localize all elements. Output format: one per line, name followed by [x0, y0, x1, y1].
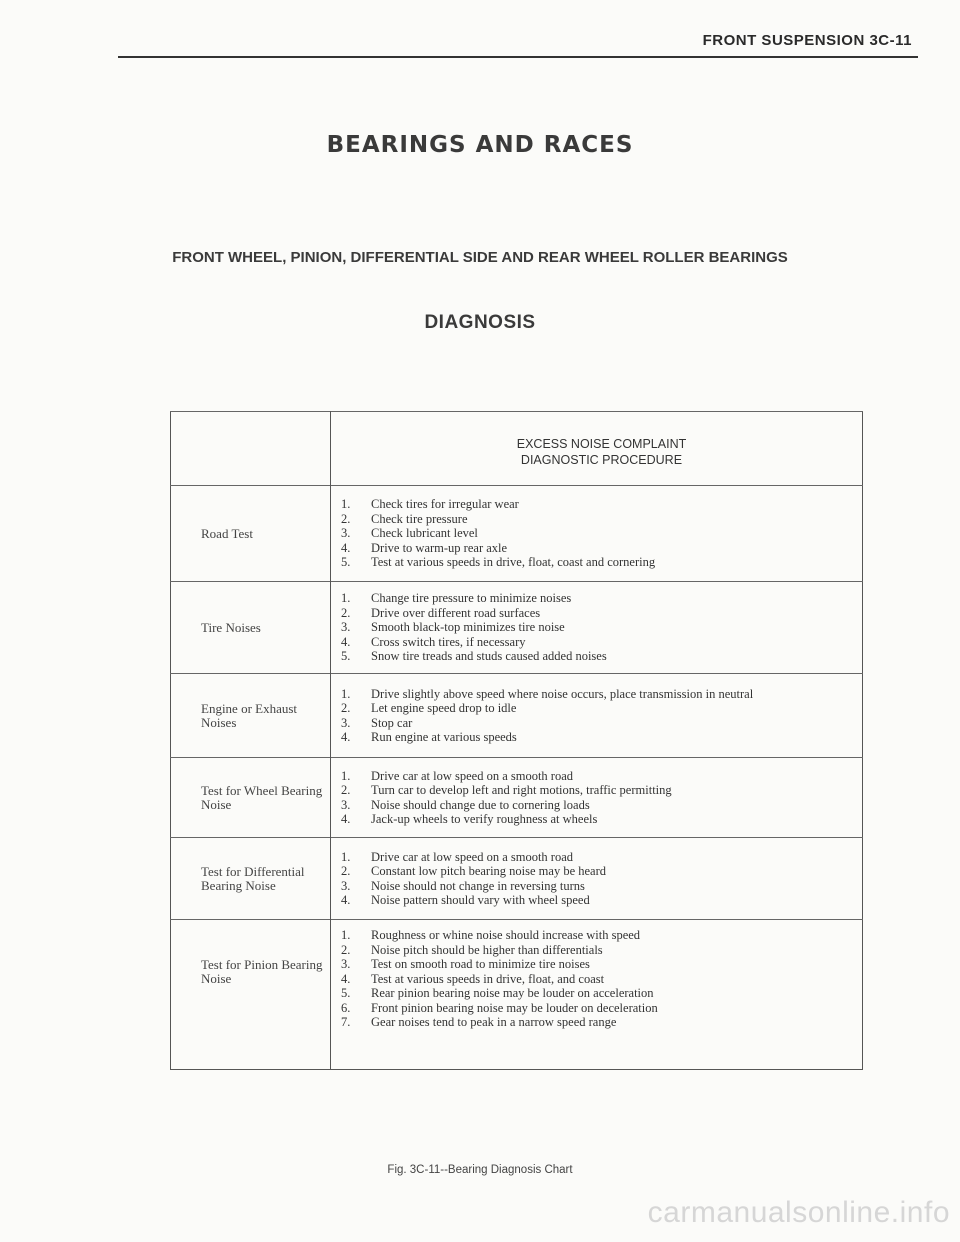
page-title: BEARINGS AND RACES — [326, 132, 634, 158]
table-row — [171, 674, 863, 758]
step-text: Noise pattern should vary with wheel speed — [371, 893, 590, 907]
step-number: 2. — [341, 783, 351, 797]
step-text: Roughness or whine noise should increase with speed — [371, 928, 641, 942]
step-text: Drive car at low speed on a smooth road — [371, 849, 574, 864]
step-number: 5. — [341, 986, 351, 1000]
step-number: 3. — [341, 620, 351, 635]
step-text: Stop car — [371, 715, 413, 730]
step-list — [341, 497, 862, 570]
row-steps — [331, 674, 863, 758]
row-condition: Test for Pinion Bearing Noise — [171, 920, 331, 1070]
step-number: 4. — [341, 540, 351, 555]
diagnosis-table — [170, 411, 863, 1070]
table-header-line1: EXCESS NOISE COMPLAINT — [516, 436, 687, 451]
row-steps — [331, 758, 863, 838]
step-number: 1. — [341, 849, 351, 864]
step-item — [341, 541, 862, 556]
step-number: 4. — [341, 971, 351, 986]
step-text: Smooth black-top minimizes tire noise — [371, 620, 565, 635]
step-text: Rear pinion bearing noise may be louder on acceleration — [371, 986, 654, 1000]
step-item — [341, 864, 862, 879]
step-text: Drive slightly above speed where noise occurs, place transmission in neutral — [371, 686, 754, 701]
row-steps — [331, 486, 863, 582]
step-number: 2. — [341, 864, 351, 878]
step-text: Gear noises tend to peak in a narrow speed range — [371, 1015, 617, 1029]
step-list — [341, 769, 862, 827]
row-steps — [331, 920, 863, 1070]
row-condition: Engine or Exhaust Noises — [171, 674, 331, 758]
step-text: Run engine at various speeds — [371, 730, 517, 744]
step-item — [341, 798, 862, 813]
step-number: 3. — [341, 878, 351, 893]
step-item — [341, 526, 862, 541]
step-item — [341, 769, 862, 784]
table-row — [171, 920, 863, 1070]
step-text: Change tire pressure to minimize noises — [371, 591, 572, 606]
step-number: 2. — [341, 701, 351, 715]
figure-caption: Fig. 3C-11--Bearing Diagnosis Chart — [387, 1164, 573, 1176]
step-number: 4. — [341, 893, 351, 907]
step-item — [341, 812, 862, 827]
step-number: 2. — [341, 605, 351, 620]
step-number: 2. — [341, 511, 351, 526]
step-item — [341, 943, 862, 958]
step-item — [341, 687, 862, 702]
page-subtitle: FRONT WHEEL, PINION, DIFFERENTIAL SIDE AND REAR WHEEL ROLLER BEARINGS — [172, 249, 788, 266]
step-number: 1. — [341, 768, 351, 783]
step-text: Drive car at low speed on a smooth road — [371, 768, 574, 783]
step-text: Test on smooth road to minimize tire noises — [371, 957, 590, 971]
step-number: 3. — [341, 526, 351, 541]
header-title: FRONT SUSPENSION 3C-11 — [702, 32, 912, 49]
step-number: 1. — [341, 591, 351, 606]
step-item — [341, 986, 862, 1001]
table-row — [171, 838, 863, 920]
step-text: Test at various speeds in drive, float, and coast — [371, 971, 605, 986]
step-text: Turn car to develop left and right motions, traffic permitting — [371, 783, 672, 797]
step-text: Noise should not change in reversing turns — [371, 878, 585, 893]
step-number: 3. — [341, 957, 351, 971]
step-number: 3. — [341, 715, 351, 730]
step-number: 5. — [341, 555, 351, 570]
step-item — [341, 497, 862, 512]
step-item — [341, 512, 862, 527]
row-condition: Test for Differential Bearing Noise — [171, 838, 331, 920]
watermark: carmanualsonline.info — [647, 1196, 950, 1229]
step-text: Check lubricant level — [371, 526, 478, 541]
step-item — [341, 620, 862, 635]
step-text: Let engine speed drop to idle — [371, 701, 517, 715]
step-item — [341, 1001, 862, 1016]
step-text: Snow tire treads and studs caused added noises — [371, 649, 607, 664]
step-number: 7. — [341, 1015, 351, 1029]
step-list — [341, 928, 862, 1030]
table-header-line2: DIAGNOSTIC PROCEDURE — [520, 452, 683, 467]
step-item — [341, 730, 862, 745]
row-steps — [331, 582, 863, 674]
step-text: Check tire pressure — [371, 511, 468, 526]
step-item — [341, 716, 862, 731]
step-item — [341, 649, 862, 664]
step-item — [341, 701, 862, 716]
table-header-empty-cell — [171, 412, 331, 486]
step-item — [341, 635, 862, 650]
step-number: 5. — [341, 649, 351, 664]
step-list — [341, 591, 862, 664]
row-steps — [331, 838, 863, 920]
step-number: 4. — [341, 634, 351, 649]
row-condition: Road Test — [171, 486, 331, 582]
step-text: Cross switch tires, if necessary — [371, 634, 526, 649]
step-item — [341, 879, 862, 894]
step-text: Constant low pitch bearing noise may be heard — [371, 864, 607, 878]
step-text: Drive over different road surfaces — [371, 605, 541, 620]
step-number: 1. — [341, 686, 351, 701]
step-text: Drive to warm-up rear axle — [371, 540, 508, 555]
step-item — [341, 783, 862, 798]
step-item — [341, 1015, 862, 1030]
step-number: 4. — [341, 812, 351, 826]
step-item — [341, 850, 862, 865]
table-row — [171, 582, 863, 674]
step-item — [341, 606, 862, 621]
step-number: 3. — [341, 797, 351, 812]
step-text: Noise pitch should be higher than differentials — [371, 942, 603, 957]
step-item — [341, 555, 862, 570]
row-condition: Test for Wheel Bearing Noise — [171, 758, 331, 838]
step-text: Test at various speeds in drive, float, coast and cornering — [371, 555, 656, 570]
step-number: 1. — [341, 928, 351, 942]
row-condition: Tire Noises — [171, 582, 331, 674]
table-row — [171, 486, 863, 582]
section-heading: DIAGNOSIS — [424, 312, 536, 333]
step-item — [341, 928, 862, 943]
table-row — [171, 758, 863, 838]
step-text: Jack-up wheels to verify roughness at wheels — [371, 812, 598, 826]
step-list — [341, 687, 862, 745]
step-number: 1. — [341, 497, 351, 512]
step-list — [341, 850, 862, 908]
step-text: Front pinion bearing noise may be louder on deceleration — [371, 1000, 658, 1015]
page-header — [118, 28, 918, 58]
table-header-row — [171, 412, 863, 486]
step-number: 2. — [341, 942, 351, 957]
step-item — [341, 591, 862, 606]
step-number: 4. — [341, 730, 351, 744]
table-header-cell — [331, 412, 863, 486]
step-text: Check tires for irregular wear — [371, 497, 519, 512]
step-item — [341, 957, 862, 972]
step-text: Noise should change due to cornering loads — [371, 797, 590, 812]
step-item — [341, 972, 862, 987]
step-number: 6. — [341, 1000, 351, 1015]
step-item — [341, 893, 862, 908]
